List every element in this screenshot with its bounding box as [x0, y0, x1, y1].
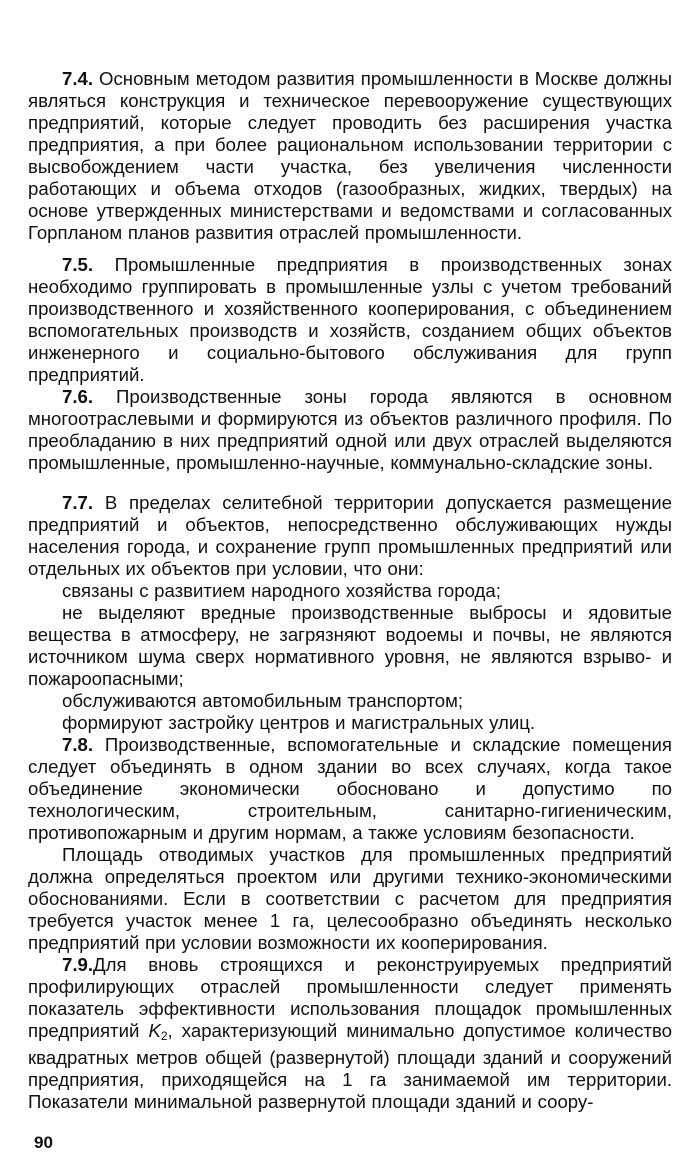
condition-item: обслуживаются автомобильным транспортом; [62, 690, 464, 711]
paragraph-7-7 [28, 492, 672, 580]
paragraph-text: , характеризующий минимально допустимое количество квадратных метров общей (развернутой) площади зданий и сооружений предприятия, приходящейся на 1 га занимаемой им территории. Показатели минимальной развернутой площади зданий и соору- [28, 1020, 672, 1112]
paragraph-text: Производственные зоны города являются в основном многоотраслевыми и формируются из объектов различного профиля. По преобладанию в них предприятий одной или двух отраслей выделяются промышленные, промышленно-научные, коммунально-складские зоны. [28, 386, 672, 473]
paragraph-text: Производственные, вспомогательные и складские помещения следует объединять в одном здании во всех случаях, когда такое объединение экономически обосновано и допустимо по технологическим, строительным, санитарно-гигиеническим, противопожарным и другим нормам, а также условиям безопасности. [28, 734, 672, 843]
coefficient-subscript: 2 [160, 1029, 168, 1043]
paragraph-area: Площадь отводимых участков для промышленных предприятий должна определяться проектом или другими технико-экономическими обоснованиями. Если в соответствии с расчетом для предприятия требуется участок менее 1 га, целесообразно объединять несколько предприятий при условии возможности их кооперирования. [28, 844, 672, 953]
section-number: 7.8. [62, 734, 94, 755]
document-page [28, 68, 672, 1128]
paragraph-text: Для вновь строящихся и реконструируемых предприятий профилирующих отраслей промышленности следует применять показатель эффективности использования площадок промышленных предприятий [28, 954, 672, 1041]
paragraph-7-8 [28, 734, 672, 844]
paragraph-text: Промышленные предприятия в производственных зонах необходимо группировать в промышленные узлы с учетом требований производственного и хозяйственного кооперирования, с объединением вспомогательных производств и хозяйств, созданием общих объектов инженерного и социально-бытового обслуживания для групп предприятий. [28, 254, 672, 385]
section-number: 7.5. [62, 254, 94, 275]
section-number: 7.4. [62, 68, 94, 89]
paragraph-7-6 [28, 386, 672, 474]
paragraph-7-9 [28, 954, 672, 1113]
section-number: 7.6. [62, 386, 94, 407]
paragraph-7-4 [28, 68, 672, 244]
page-number: 90 [34, 1133, 53, 1152]
coefficient-symbol: K [148, 1020, 161, 1041]
condition-item: не выделяют вредные производственные выбросы и ядовитые вещества в атмосферу, не загрязняют водоемы и почвы, не являются источником шума сверх нормативного уровня, не являются взрыво- и пожароопасными; [28, 602, 672, 689]
condition-item: формируют застройку центров и магистральных улиц. [62, 712, 536, 733]
paragraph-text: В пределах селитебной территории допускается размещение предприятий и объектов, непосредственно обслуживающих нужды населения города, и сохранение групп промышленных предприятий или отдельных их объектов при условии, что они: [28, 492, 672, 579]
paragraph-text: Основным методом развития промышленности в Москве должны являться конструкция и техническое перевооружение существующих предприятий, которые следует проводить без расширения участка предприятия, а при более рациональном использовании территории с высвобождением части участка, без увеличения численности работающих и объема отходов (газообразных, жидких, твердых) на основе утвержденных министерствами и ведомствами и согласованных Горпланом планов развития отраслей промышленности. [28, 68, 672, 243]
section-number: 7.9. [62, 954, 94, 975]
section-number: 7.7. [62, 492, 94, 513]
paragraph-7-5 [28, 254, 672, 386]
condition-item: связаны с развитием народного хозяйства города; [62, 580, 501, 601]
